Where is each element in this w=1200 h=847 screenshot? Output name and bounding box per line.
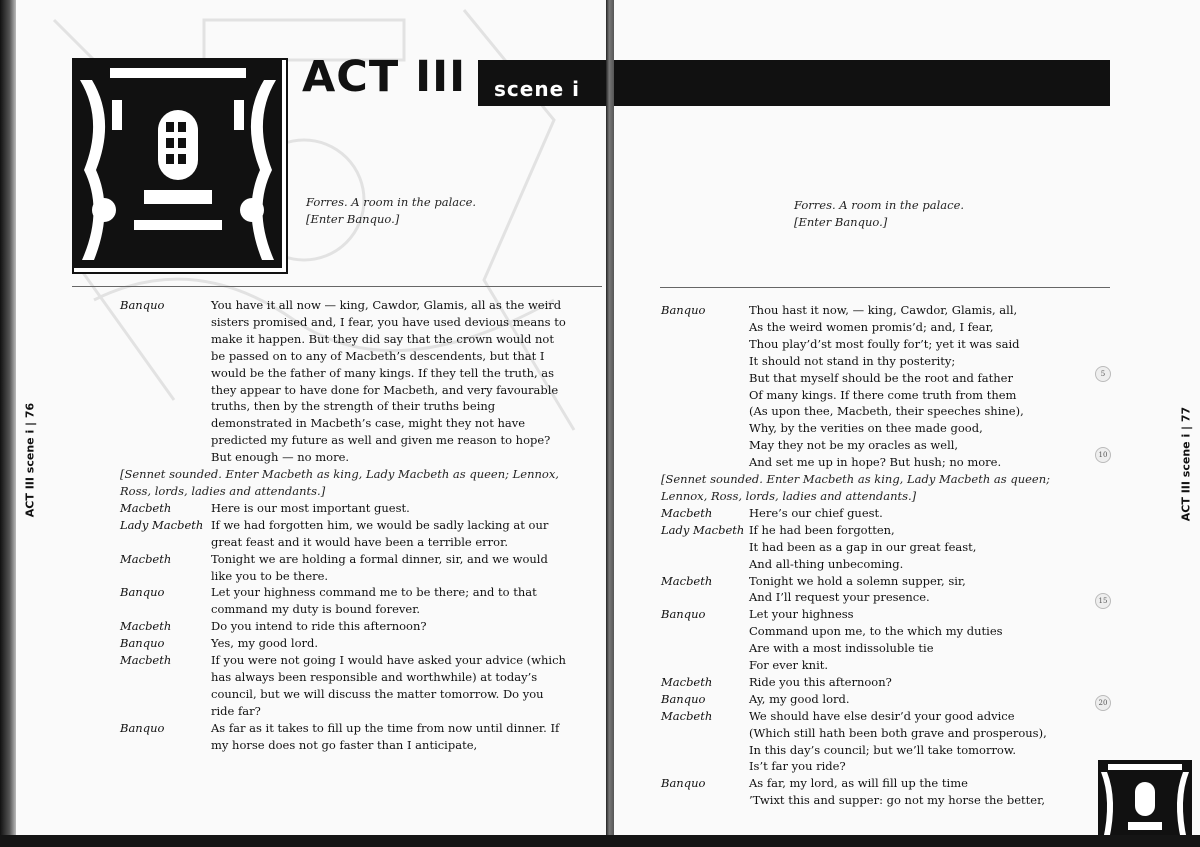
stage-direction: [Sennet sounded. Enter Macbeth as king, Lady Macbeth as queen; Lennox, Ross, lords, ladies and attendants.] [120,467,559,498]
dialogue-line [661,674,1097,691]
verse-line: It should not stand in thy posterity; [749,353,956,368]
dialogue-line [661,573,1097,607]
speaker-name: Banquo [120,298,165,312]
right-page [612,0,1200,847]
scene-header-bar [478,60,608,106]
stage-direction: [Sennet sounded. Enter Macbeth as king, Lady Macbeth as queen; Lennox, Ross, lords, ladies and attendants.] [661,472,1050,503]
setting-text [306,194,476,228]
verse-line: As far, my lord, as will fill up the time [749,776,968,791]
verse-line: Ride you this afternoon? [749,674,892,689]
speaker-name: Macbeth [661,573,713,588]
verse-line: Thou hast it now, — king, Cawdor, Glamis, all, [749,303,1018,317]
book-gutter [606,0,614,847]
dialogue-line [120,618,566,635]
verse-lines [749,691,1097,708]
speech-text: Yes, my good lord. [211,636,319,651]
verse-lines [749,775,1097,809]
book-bottom-edge [0,835,1200,847]
speaker-name: Banquo [120,585,165,600]
verse-line: ’Twixt this and supper: go not my horse the better, [749,793,1045,808]
verse-lines [749,522,1097,573]
dialogue-line [661,302,1097,471]
setting-stage-direction: [Enter Banquo.] [306,212,400,226]
verse-line: We should have else desir’d your good advice [749,708,1015,723]
section-divider [72,286,602,287]
original-text [661,302,1097,809]
verse-line: (As upon thee, Macbeth, their speeches shine), [749,404,1024,419]
speaker-name: Macbeth [120,619,172,634]
dialogue-line [661,522,1097,573]
dialogue-line [120,652,566,720]
verse-line: Thou play’d’st most foully for’t; yet it was said [749,336,1020,351]
speech-text: Here is our most important guest. [211,500,410,515]
dialogue-line [661,606,1097,674]
speech-text: Tonight we are holding a formal dinner, sir, and we would like you to be there. [211,551,548,583]
verse-line: Are with a most indissoluble tie [749,641,934,656]
page-side-label: ACT III scene i | 77 [1179,406,1193,522]
verse-lines [749,606,1097,674]
verse-line: If he had been forgotten, [749,522,895,537]
speaker-name: Banquo [661,776,706,791]
setting-location: Forres. A room in the palace. [306,195,477,209]
speech-text: If we had forgotten him, we would be sadly lacking at our great feast and it would have been a terrible error. [211,517,549,549]
verse-line: May they not be my oracles as well, [749,438,959,453]
verse-line: Ay, my good lord. [749,691,850,706]
dialogue-line [120,584,566,618]
setting-text [794,197,964,231]
verse-lines [749,302,1097,471]
verse-lines [749,573,1097,607]
verse-line: Why, by the verities on thee made good, [749,421,983,436]
verse-line: Is’t far you ride? [749,759,846,774]
speech-text: Let your highness command me to be there; and to that command my duty is bound forever. [211,585,537,617]
page-side-label: ACT III scene i | 76 [23,402,37,518]
speaker-name: Banquo [661,303,706,317]
verse-line: And all-thing unbecoming. [749,556,904,571]
dialogue-line [120,635,566,652]
dialogue-line [120,500,566,517]
line-number: 20 [1095,695,1111,711]
speaker-name: Lady Macbeth [661,522,745,537]
dialogue-line [120,720,566,754]
verse-lines [749,708,1097,776]
dialogue-line [120,517,566,551]
speaker-name: Banquo [120,720,165,735]
dialogue-line [661,691,1097,708]
verse-line: It had been as a gap in our great feast, [749,539,977,554]
speaker-name: Macbeth [120,653,172,668]
verse-line: Let your highness [749,607,854,622]
verse-line: For ever knit. [749,658,829,673]
speech-text: If you were not going I would have asked your advice (which has always been responsible and worthwhile) at today’s council, but we will discuss the matter tomorrow. Do you ride far? [211,653,566,718]
setting-stage-direction: [Enter Banquo.] [794,215,888,229]
corner-woodcut-illustration [1098,760,1192,844]
speaker-name: Macbeth [120,551,172,566]
verse-line: Of many kings. If there come truth from them [749,387,1017,402]
speaker-name: Macbeth [661,505,713,520]
verse-line: (Which still hath been both grave and prosperous), [749,725,1047,740]
verse-line: Here’s our chief guest. [749,505,883,520]
modern-translation-text [120,297,566,753]
verse-line: But that myself should be the root and father [749,370,1013,385]
verse-line: Command upon me, to the which my duties [749,624,1003,639]
speaker-name: Macbeth [120,500,172,515]
verse-lines [749,674,1097,691]
left-page [14,0,608,847]
speech-text: As far as it takes to fill up the time from now until dinner. If my horse does not go faster than I anticipate, [211,720,560,752]
verse-line: And I’ll request your presence. [749,590,930,605]
verse-line: As the weird women promis’d; and, I fear, [749,319,994,334]
line-number: 10 [1095,447,1111,463]
speaker-name: Macbeth [661,674,713,689]
line-number: 15 [1095,593,1111,609]
verse-line: And set me up in hope? But hush; no more. [749,455,1002,470]
act-woodcut-illustration [72,58,288,274]
verse-line: In this day’s council; but we’ll take tomorrow. [749,742,1016,757]
dialogue-line [120,551,566,585]
speaker-name: Banquo [661,607,706,622]
act-title: ACT III [302,52,467,102]
verse-line: Tonight we hold a solemn supper, sir, [749,573,966,588]
section-divider [660,287,1110,288]
dialogue-line [120,297,566,466]
speaker-name: Banquo [120,636,165,651]
dialogue-line [661,505,1097,522]
line-number: 5 [1095,366,1111,382]
setting-location: Forres. A room in the palace. [794,198,965,212]
dialogue-line [661,708,1097,776]
speaker-name: Macbeth [661,708,713,723]
scene-header-bar-continued [612,60,1110,106]
scene-label: scene i [494,77,580,101]
speaker-name: Lady Macbeth [120,517,204,532]
speech-text: Do you intend to ride this afternoon? [211,619,427,634]
dialogue-line [661,775,1097,809]
speech-text: You have it all now — king, Cawdor, Glamis, all as the weird sisters promised and, I fear, you have used devious means to make it happen. But they did say that the crown would not be passed on to any of Macbeth’s descendents, but that I would be the father of many kings. If they tell the truth, as they appear to have done for Macbeth, and very favourable truths, then by the strength of their truths being demonstrated in Macbeth’s case, might they not have predicted my future as well and given me reason to hope? But enough — no more. [211,298,566,465]
speaker-name: Banquo [661,691,706,706]
verse-lines [749,505,1097,522]
book-left-edge [0,0,16,847]
